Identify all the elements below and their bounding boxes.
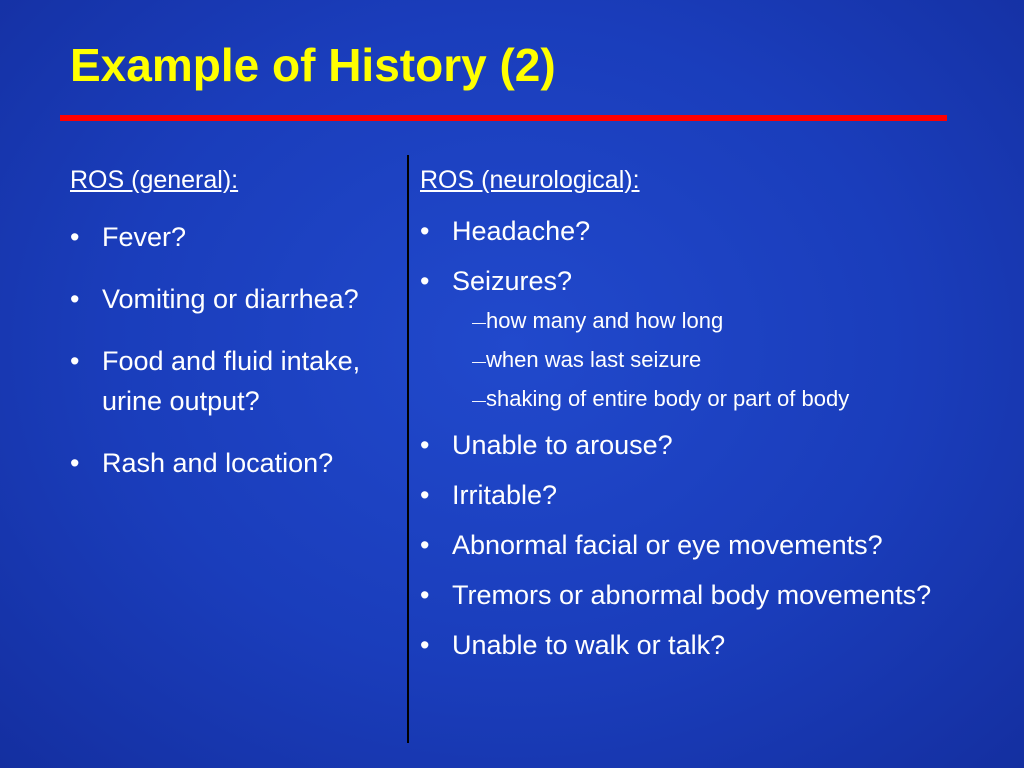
sub-list-item [452, 307, 1010, 336]
bullet-icon: • [420, 479, 430, 510]
sub-list-item [452, 385, 1010, 414]
list-item [70, 341, 400, 421]
bullet-icon: • [70, 284, 80, 314]
bullet-icon: • [70, 448, 80, 478]
dash-icon: — [472, 353, 486, 370]
list-item-text: Unable to walk or talk? [452, 629, 726, 660]
bullet-icon: • [420, 629, 430, 660]
sub-list-item-text: shaking of entire body or part of body [486, 386, 850, 412]
title-underline-rule [60, 115, 947, 121]
ros-neurological-column [420, 165, 1010, 675]
seizure-sublist [452, 307, 1010, 415]
list-item-text: Vomiting or diarrhea? [102, 284, 359, 314]
bullet-icon: • [420, 216, 430, 246]
list-item [420, 525, 1010, 565]
list-item [420, 575, 1010, 615]
ros-general-column [70, 165, 400, 505]
ros-general-heading: ROS (general): [70, 166, 239, 194]
list-item [70, 443, 400, 483]
list-item [420, 475, 1010, 515]
list-item-text: Unable to arouse? [452, 429, 673, 460]
list-item-text: Food and fluid intake, urine output? [102, 346, 361, 416]
column-divider [407, 155, 409, 743]
list-item [420, 261, 1010, 415]
list-item [420, 625, 1010, 665]
list-item-text: Rash and location? [102, 448, 334, 478]
list-item-text: Abnormal facial or eye movements? [452, 529, 883, 560]
dash-icon: — [472, 392, 486, 409]
sub-list-item-text: when was last seizure [486, 347, 702, 373]
bullet-icon: • [70, 222, 80, 252]
ros-neurological-heading: ROS (neurological): [420, 166, 640, 194]
sub-list-item [452, 346, 1010, 375]
bullet-icon: • [70, 346, 80, 376]
list-item-text: Fever? [102, 222, 187, 252]
ros-general-list [70, 217, 400, 483]
list-item [420, 211, 1010, 251]
list-item-text: Seizures? [452, 266, 573, 296]
ros-neurological-list [420, 211, 1010, 665]
slide-title: Example of History (2) [70, 39, 556, 91]
list-item [420, 425, 1010, 465]
bullet-icon: • [420, 529, 430, 560]
list-item [70, 279, 400, 319]
bullet-icon: • [420, 579, 430, 610]
list-item [70, 217, 400, 257]
list-item-text: Tremors or abnormal body movements? [452, 579, 932, 610]
bullet-icon: • [420, 429, 430, 460]
list-item-text: Headache? [452, 216, 591, 246]
dash-icon: — [472, 314, 486, 331]
sub-list-item-text: how many and how long [486, 308, 724, 333]
bullet-icon: • [420, 266, 430, 296]
list-item-text: Irritable? [452, 479, 558, 510]
